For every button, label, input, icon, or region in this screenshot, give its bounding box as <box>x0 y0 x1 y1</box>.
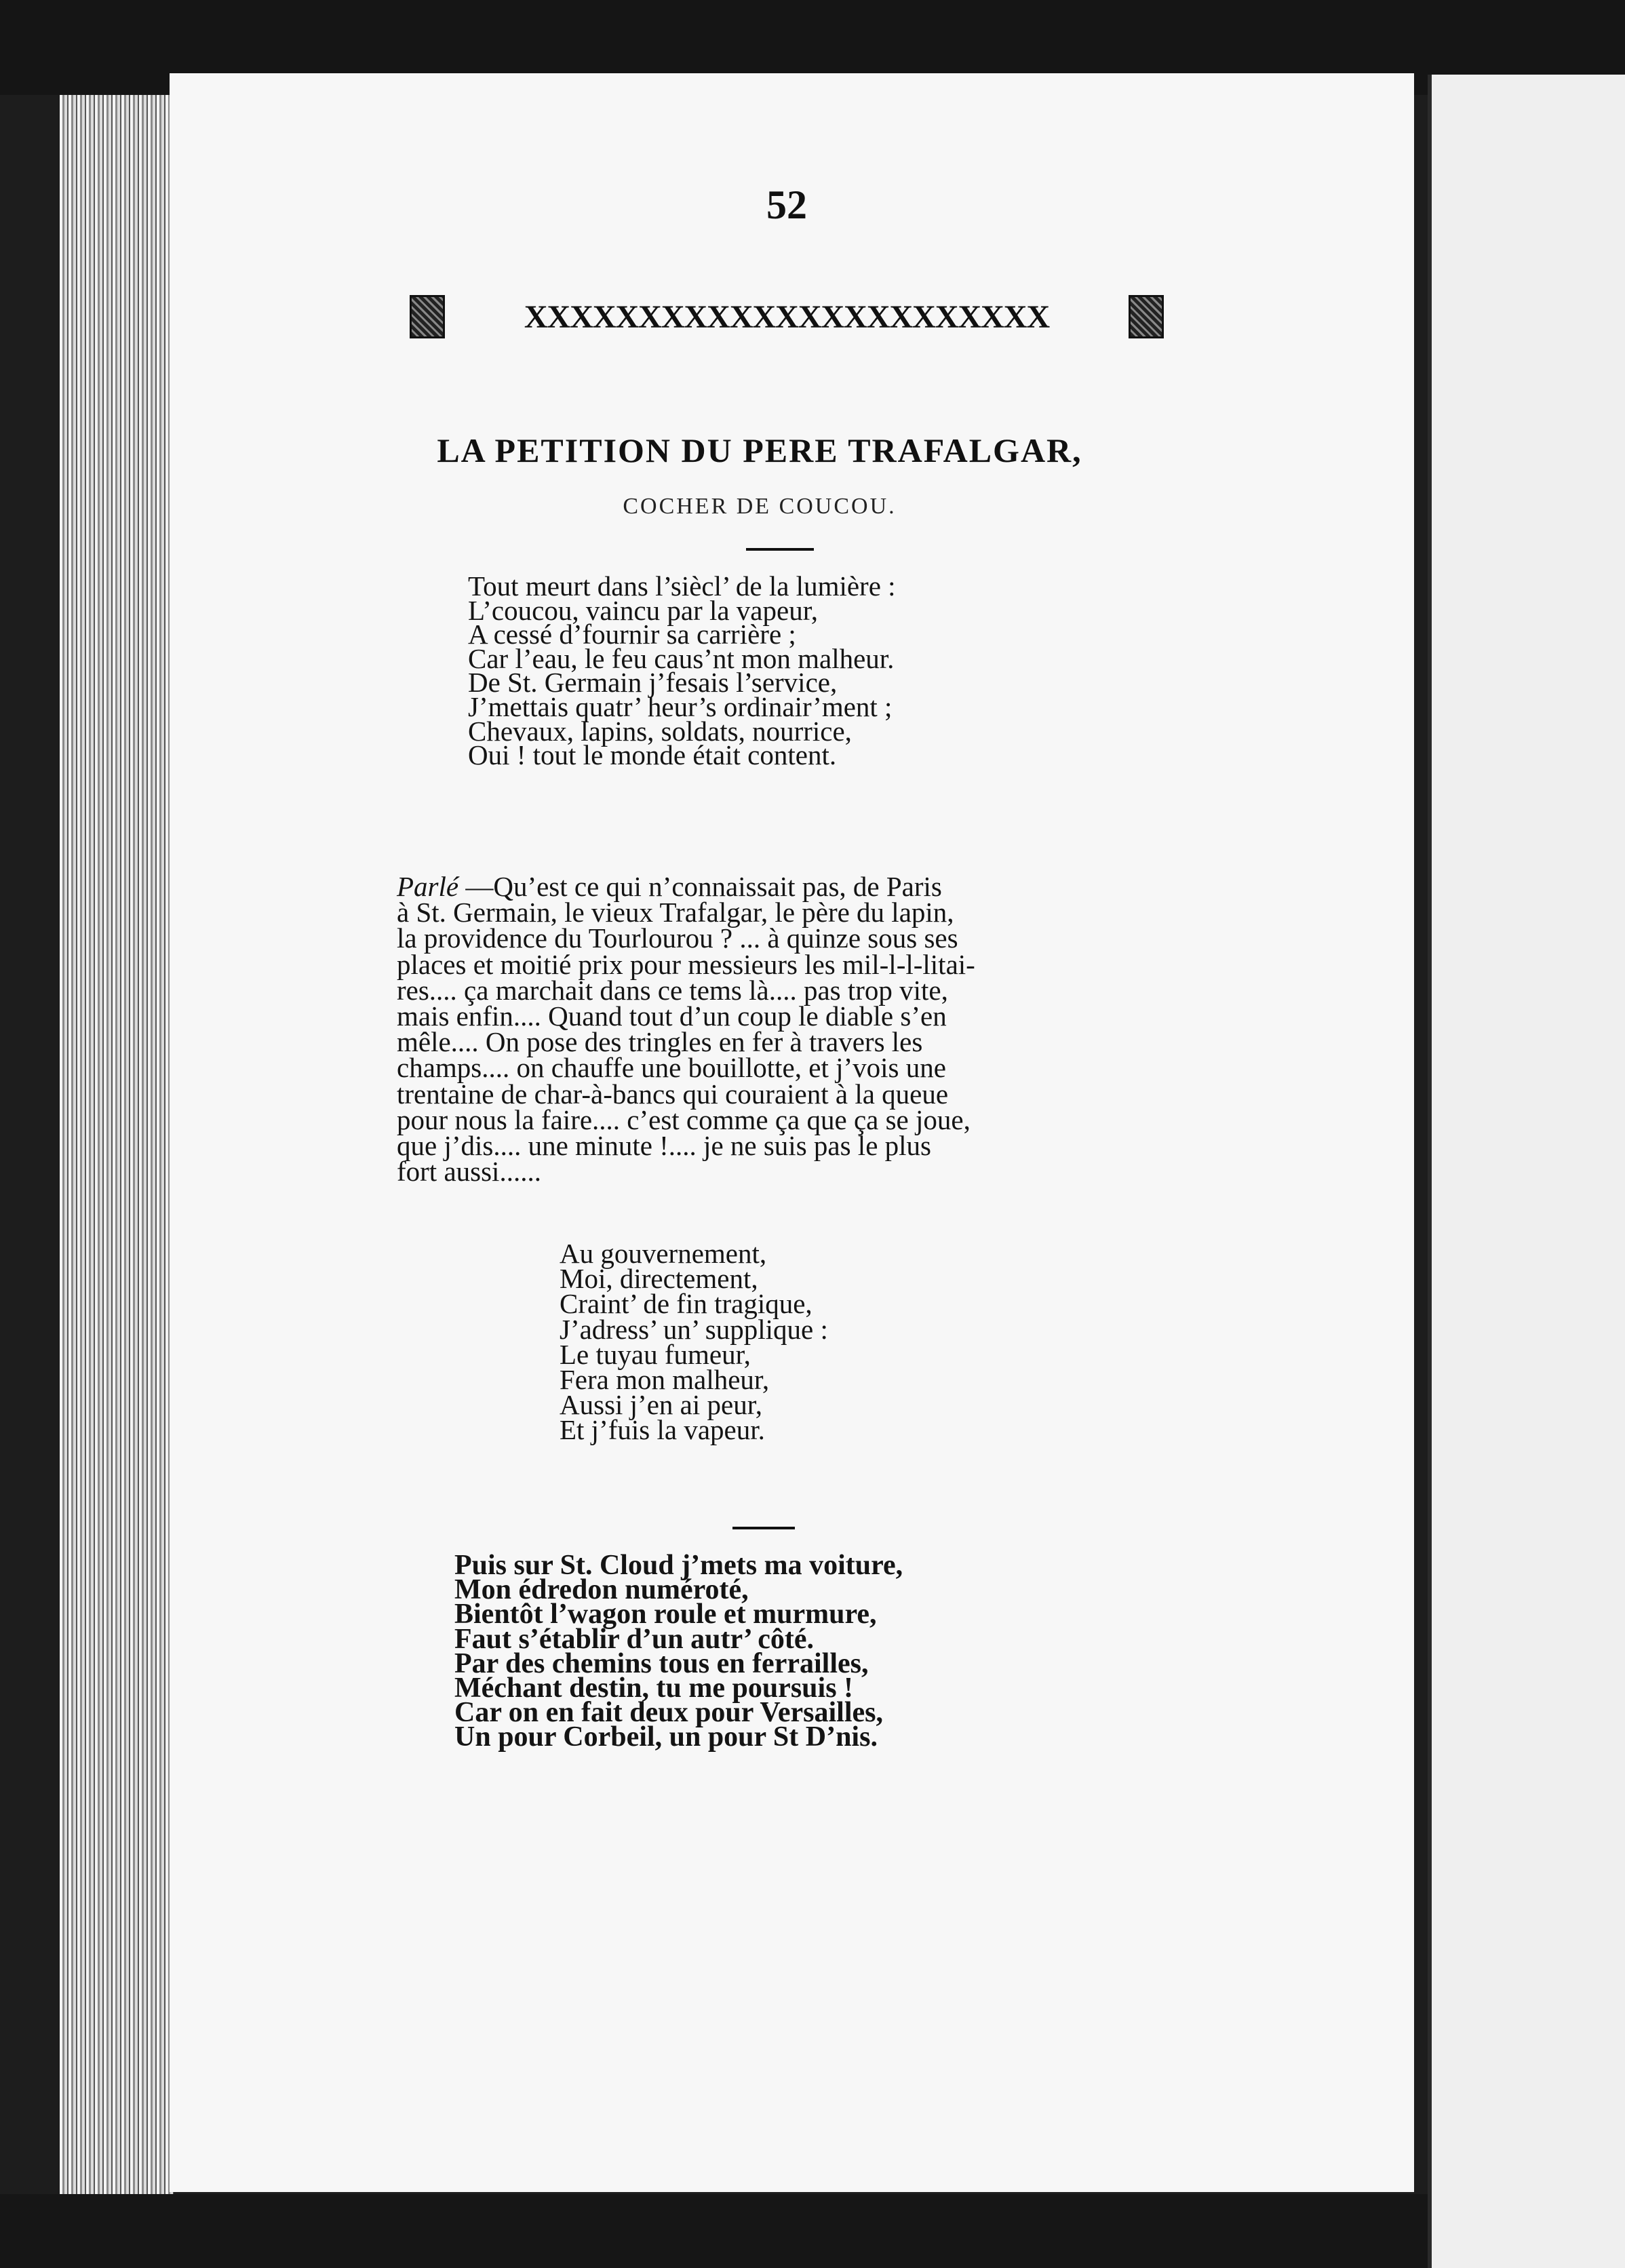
verse-line: Et j’fuis la vapeur. <box>560 1414 765 1446</box>
verse-line: L’coucou, vaincu par la vapeur, <box>468 594 818 626</box>
stanza-1 <box>468 570 896 771</box>
verse-line: Faut s’établir d’un autr’ côté. <box>454 1623 814 1655</box>
spoken-line: que j’dis.... une minute !.... je ne suis pas le plus <box>397 1130 931 1162</box>
verse-line: De St. Germain j’fesais l’service, <box>468 667 838 699</box>
spoken-line: fort aussi...... <box>397 1156 541 1188</box>
ornament-left-icon <box>410 295 445 338</box>
song-title: LA PETITION DU PERE TRAFALGAR, <box>437 431 1082 469</box>
divider-rule <box>732 1527 795 1529</box>
spoken-passage <box>397 871 1167 1188</box>
song-subtitle: COCHER DE COUCOU. <box>623 494 897 519</box>
scan-bottom-margin <box>0 2194 1428 2268</box>
stanza-3 <box>454 1550 903 1753</box>
facing-page <box>1428 75 1625 2268</box>
spoken-line: champs.... on chauffe une bouillotte, et j’vois une <box>397 1052 946 1084</box>
verse-line: Méchant destin, tu me poursuis ! <box>454 1673 854 1704</box>
verse-line: Mon édredon numéroté, <box>454 1574 749 1606</box>
spoken-line <box>397 871 1167 902</box>
spoken-line: res.... ça marchait dans ce tems là.... pas trop vite, <box>397 974 948 1006</box>
verse-line: Le tuyau fumeur, <box>560 1338 751 1370</box>
stanza-2 <box>560 1238 828 1446</box>
verse-line: Car l’eau, le feu caus’nt mon malheur. <box>468 642 895 674</box>
verse-line: Par des chemins tous en ferrailles, <box>454 1647 869 1679</box>
spoken-line: mais enfin.... Quand tout d’un coup le diable s’en <box>397 1000 947 1032</box>
spoken-line: à St. Germain, le vieux Trafalgar, le père du lapin, <box>397 897 954 928</box>
verse-line: J’mettais quatr’ heur’s ordinair’ment ; <box>468 690 893 722</box>
verse-line: Tout meurt dans l’siècl’ de la lumière : <box>468 570 896 602</box>
verse-line: Moi, directement, <box>560 1263 758 1295</box>
verse-line: A cessé d’fournir sa carrière ; <box>468 619 796 650</box>
verse-line: Oui ! tout le monde était content. <box>468 739 837 771</box>
verse-line: Chevaux, lapins, soldats, nourrice, <box>468 715 852 747</box>
spoken-line: trentaine de char-à-bancs qui couraient à la queue <box>397 1078 949 1110</box>
verse-line: Bientôt l’wagon roule et murmure, <box>454 1599 877 1630</box>
verse-line: Craint’ de fin tragique, <box>560 1288 812 1320</box>
verse-line: J’adress’ un’ supplique : <box>560 1313 828 1345</box>
spoken-label: Parlé <box>397 871 459 902</box>
spoken-line: la providence du Tourlourou ? ... à quinze sous ses <box>397 922 958 954</box>
page-number: 52 <box>766 182 807 227</box>
divider-rule <box>746 548 814 551</box>
spoken-line: pour nous la faire.... c’est comme ça que ça se joue, <box>397 1103 971 1135</box>
verse-line: Car on en fait deux pour Versailles, <box>454 1697 884 1729</box>
ornament-text: XXXXXXXXXXXXXXXXXXXXXXX <box>524 298 1050 335</box>
verse-line: Aussi j’en ai peur, <box>560 1389 762 1421</box>
verse-line: Un pour Corbeil, un pour St D’nis. <box>454 1721 878 1753</box>
verse-line: Fera mon malheur, <box>560 1364 770 1396</box>
book-page-edges <box>60 95 174 2194</box>
spoken-line: mêle.... On pose des tringles en fer à travers les <box>397 1026 923 1058</box>
ornament-right-icon <box>1129 295 1164 338</box>
ornamental-border <box>410 293 1164 340</box>
spoken-text: —Qu’est ce qui n’connaissait pas, de Paris <box>458 871 942 902</box>
spoken-line: places et moitié prix pour messieurs les mil-l-l-litai- <box>397 948 975 980</box>
verse-line: Puis sur St. Cloud j’mets ma voiture, <box>454 1550 903 1581</box>
verse-line: Au gouvernement, <box>560 1238 767 1269</box>
